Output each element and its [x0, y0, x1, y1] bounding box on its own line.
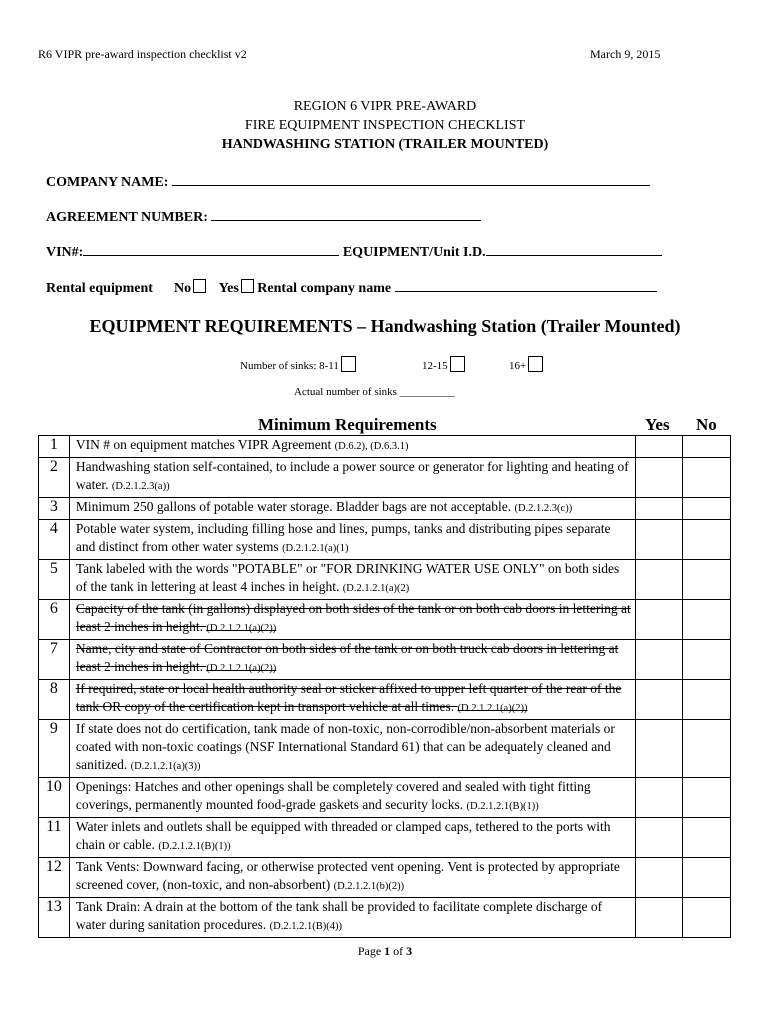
- requirement-text: Handwashing station self-contained, to include a power source or generator for lighting and heating of water.: [75, 459, 629, 492]
- rental-yes-checkbox[interactable]: [241, 279, 254, 293]
- requirement-row: [39, 640, 731, 680]
- rental-row: [46, 277, 657, 297]
- requirement-row: [39, 560, 731, 600]
- requirement-yes-cell[interactable]: [635, 720, 683, 778]
- no-column-header: No: [696, 415, 717, 434]
- vin-label: VIN#:: [46, 245, 84, 260]
- requirement-row: [39, 680, 731, 720]
- requirement-number: 2: [39, 458, 70, 498]
- minimum-requirements-header: Minimum Requirements: [258, 415, 437, 434]
- requirement-reference: (D.2.1.2.1(a)(2)): [457, 703, 528, 714]
- agreement-number-label: AGREEMENT NUMBER:: [46, 210, 208, 225]
- rental-yes-label: Yes: [218, 281, 239, 296]
- sinks-option-2: [422, 356, 465, 372]
- requirement-reference: (D.2.1.2.1(B)(4)): [269, 921, 342, 932]
- requirement-reference: (D.2.1.2.1(a)(1): [282, 543, 349, 554]
- sinks-label: Number of sinks:: [240, 360, 317, 372]
- requirement-no-cell[interactable]: [683, 680, 731, 720]
- requirement-text: If required, state or local health authority seal or sticker affixed to upper left quarter of the rear of the tank OR copy of the certification kept in transport vehicle at all times.: [75, 681, 622, 714]
- vin-field[interactable]: [83, 241, 339, 256]
- requirement-no-cell[interactable]: [683, 436, 731, 458]
- requirement-row: [39, 436, 731, 458]
- sinks-option-2-checkbox[interactable]: [450, 356, 465, 372]
- equipment-unit-id-field[interactable]: [486, 241, 662, 256]
- requirement-text-cell: [69, 858, 635, 898]
- sinks-row: [240, 356, 356, 372]
- company-name-label: COMPANY NAME:: [46, 175, 169, 190]
- requirement-yes-cell[interactable]: [635, 898, 683, 938]
- requirement-row: [39, 458, 731, 498]
- requirement-reference: (D.2.1.2.3(a)): [111, 481, 170, 492]
- requirement-text: Tank Drain: A drain at the bottom of the tank shall be provided to facilitate complete discharge of water during sanitation procedures.: [75, 899, 603, 932]
- requirement-number: 6: [39, 600, 70, 640]
- requirement-reference: (D.2.1.2.1(a)(2)): [206, 623, 277, 634]
- requirement-text-cell: [69, 458, 635, 498]
- requirement-reference: (D.2.1.2.1(B)(1)): [466, 801, 539, 812]
- requirement-reference: (D.2.1.2.1(a)(2)): [206, 663, 277, 674]
- requirement-number: 13: [39, 898, 70, 938]
- document-id: R6 VIPR pre-award inspection checklist v2: [38, 47, 247, 61]
- requirement-text-cell: [69, 640, 635, 680]
- requirement-text-cell: [69, 898, 635, 938]
- requirement-text: Tank labeled with the words "POTABLE" or "FOR DRINKING WATER USE ONLY" on both sides of the tank in lettering at least 4 inches in height.: [75, 561, 620, 594]
- requirement-reference: (D.2.1.2.3(c)): [514, 503, 573, 514]
- sinks-option-3: [509, 356, 543, 372]
- requirement-text: Minimum 250 gallons of potable water storage. Bladder bags are not acceptable.: [75, 499, 515, 514]
- requirement-yes-cell[interactable]: [635, 858, 683, 898]
- requirement-no-cell[interactable]: [683, 498, 731, 520]
- requirement-text-cell: [69, 818, 635, 858]
- requirement-row: [39, 778, 731, 818]
- requirement-text: If state does not do certification, tank made of non-toxic, non-corrodible/non-absorbent materials or coated with non-toxic coatings (NSF International Standard 61) that can be adequately cleaned and sanitized.: [75, 721, 615, 772]
- actual-sinks: Actual number of sinks __________: [294, 386, 455, 398]
- requirement-no-cell[interactable]: [683, 778, 731, 818]
- requirement-no-cell[interactable]: [683, 818, 731, 858]
- requirement-yes-cell[interactable]: [635, 436, 683, 458]
- sinks-option-2-label: 12-15: [422, 360, 448, 372]
- requirement-row: [39, 858, 731, 898]
- vin-row: [46, 241, 662, 261]
- requirement-text: Potable water system, including filling hose and lines, pumps, tanks and distributing pipes separate and distinct from other water systems: [75, 521, 611, 554]
- requirement-yes-cell[interactable]: [635, 498, 683, 520]
- equipment-unit-id-label: EQUIPMENT/Unit I.D.: [342, 245, 486, 260]
- requirement-text: Tank Vents: Downward facing, or otherwise protected vent opening. Vent is protected by appropriate screened cover, (non-toxic, and non-absorbent): [75, 859, 620, 892]
- requirement-text-cell: [69, 560, 635, 600]
- requirement-number: 9: [39, 720, 70, 778]
- requirement-number: 7: [39, 640, 70, 680]
- requirement-text: Water inlets and outlets shall be equipped with threaded or clamped caps, tethered to the ports with chain or cable.: [75, 819, 611, 852]
- requirement-text-cell: [69, 680, 635, 720]
- requirement-yes-cell[interactable]: [635, 560, 683, 600]
- requirement-reference: (D.2.1.2.1(B)(1)): [158, 841, 231, 852]
- requirement-number: 5: [39, 560, 70, 600]
- requirement-row: [39, 818, 731, 858]
- rental-equipment-label: Rental equipment: [46, 281, 153, 296]
- sinks-option-1-label: 8-11: [319, 360, 339, 372]
- requirement-yes-cell[interactable]: [635, 520, 683, 560]
- requirement-text: Name, city and state of Contractor on both sides of the tank or on both truck cab doors in lettering at least 2 inches in height.: [75, 641, 619, 674]
- requirement-no-cell[interactable]: [683, 898, 731, 938]
- requirement-row: [39, 898, 731, 938]
- requirement-number: 8: [39, 680, 70, 720]
- requirement-no-cell[interactable]: [683, 858, 731, 898]
- requirement-text-cell: [69, 498, 635, 520]
- requirement-row: [39, 720, 731, 778]
- requirement-yes-cell[interactable]: [635, 600, 683, 640]
- requirement-number: 4: [39, 520, 70, 560]
- agreement-number-field[interactable]: [211, 206, 481, 221]
- requirement-number: 3: [39, 498, 70, 520]
- requirement-reference: (D.2.1.2.1(a)(2): [342, 583, 410, 594]
- requirement-text: Capacity of the tank (in gallons) displayed on both sides of the tank or on both cab doors in lettering at least 2 inches in height.: [75, 601, 631, 634]
- requirement-no-cell[interactable]: [683, 458, 731, 498]
- requirement-yes-cell[interactable]: [635, 818, 683, 858]
- agreement-number-row: [46, 206, 481, 226]
- company-name-row: [46, 171, 650, 191]
- yes-column-header: Yes: [645, 415, 670, 434]
- requirement-no-cell[interactable]: [683, 600, 731, 640]
- requirement-number: 11: [39, 818, 70, 858]
- requirement-yes-cell[interactable]: [635, 778, 683, 818]
- requirement-reference: (D.2.1.2.1(a)(3)): [130, 761, 201, 772]
- rental-company-name-label: Rental company name: [257, 281, 392, 296]
- requirement-no-cell[interactable]: [683, 520, 731, 560]
- requirement-row: [39, 498, 731, 520]
- rental-no-checkbox[interactable]: [193, 279, 206, 293]
- requirement-text-cell: [69, 720, 635, 778]
- sinks-option-3-checkbox[interactable]: [528, 356, 543, 372]
- page-of: of: [390, 944, 407, 958]
- company-name-field[interactable]: [172, 171, 650, 186]
- requirement-text-cell: [69, 778, 635, 818]
- equipment-requirements-heading: EQUIPMENT REQUIREMENTS – Handwashing Station (Trailer Mounted): [89, 316, 681, 336]
- sinks-option-1-checkbox[interactable]: [341, 356, 356, 372]
- requirement-reference: (D.6.2), (D.6.3.1): [334, 441, 409, 452]
- requirement-no-cell[interactable]: [683, 560, 731, 600]
- requirement-number: 12: [39, 858, 70, 898]
- requirement-text-cell: [69, 600, 635, 640]
- requirement-no-cell[interactable]: [683, 640, 731, 680]
- requirement-number: 10: [39, 778, 70, 818]
- requirement-yes-cell[interactable]: [635, 640, 683, 680]
- sinks-option-3-label: 16+: [509, 360, 527, 372]
- requirement-reference: (D.2.1.2.1(b)(2)): [333, 881, 405, 892]
- requirement-yes-cell[interactable]: [635, 680, 683, 720]
- requirement-no-cell[interactable]: [683, 720, 731, 778]
- title-line-1: REGION 6 VIPR PRE-AWARD: [293, 99, 477, 114]
- requirement-number: 1: [39, 436, 70, 458]
- page-current: 1: [384, 944, 391, 958]
- title-line-2: FIRE EQUIPMENT INSPECTION CHECKLIST: [244, 118, 526, 133]
- requirement-text-cell: [69, 520, 635, 560]
- rental-company-name-field[interactable]: [395, 277, 657, 292]
- requirements-table: [38, 435, 731, 938]
- requirement-yes-cell[interactable]: [635, 458, 683, 498]
- requirement-text: Openings: Hatches and other openings shall be completely covered and sealed with tight fitting coverings, permanently mounted food-grade gaskets and security locks.: [75, 779, 591, 812]
- requirement-text: VIN # on equipment matches VIPR Agreement: [75, 437, 335, 452]
- requirement-row: [39, 520, 731, 560]
- requirement-text-cell: [69, 436, 635, 458]
- page-number: [0, 944, 770, 959]
- document-date: March 9, 2015: [590, 47, 661, 61]
- rental-no-label: No: [173, 281, 192, 296]
- page-total: 3: [406, 944, 413, 958]
- title-line-3: HANDWASHING STATION (TRAILER MOUNTED): [221, 137, 549, 152]
- page-prefix: Page: [357, 944, 385, 958]
- requirement-row: [39, 600, 731, 640]
